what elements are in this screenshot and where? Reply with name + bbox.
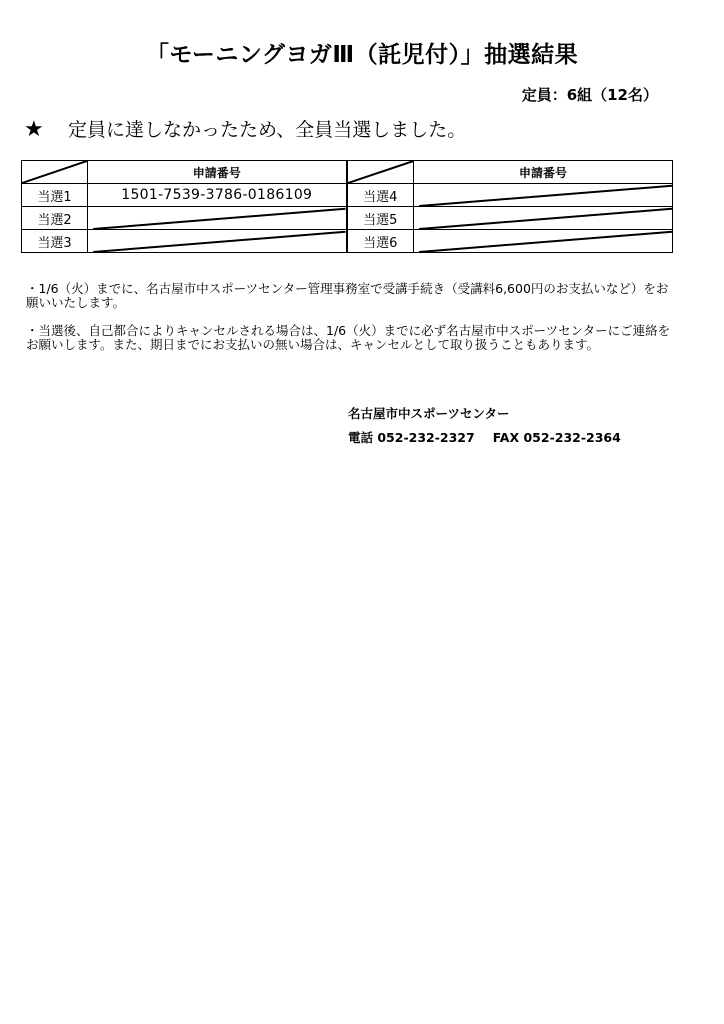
note-cancellation: ・当選後、自己都合によりキャンセルされる場合は、1/6（火）までに必ず名古屋市中スポーツセンターにご連絡をお願いします。また、期日までにお支払いの無い場合は、キャンセルとして取り扱うこともあります。 bbox=[26, 323, 671, 352]
application-number-empty bbox=[414, 207, 673, 230]
contact-name: 名古屋市中スポーツセンター bbox=[348, 406, 510, 421]
star-icon: ★ bbox=[24, 117, 44, 142]
fax-number: FAX 052-232-2364 bbox=[492, 430, 621, 445]
table-row bbox=[22, 207, 673, 230]
row-label: 当選1 bbox=[22, 184, 88, 207]
corner-cell bbox=[347, 161, 414, 184]
notice-text: 定員に達しなかったため、全員当選しました。 bbox=[68, 119, 467, 141]
row-label: 当選4 bbox=[347, 184, 414, 207]
header-application-number: 申請番号 bbox=[88, 161, 347, 184]
row-label: 当選5 bbox=[347, 207, 414, 230]
table-row bbox=[22, 184, 673, 207]
header-application-number: 申請番号 bbox=[414, 161, 673, 184]
note-procedure: ・1/6（火）までに、名古屋市中スポーツセンター管理事務室で受講手続き（受講料6,600円のお支払いなど）をお願いいたします。 bbox=[26, 281, 669, 310]
row-label: 当選2 bbox=[22, 207, 88, 230]
phone-number: 電話 052-232-2327 bbox=[348, 430, 475, 445]
application-number-empty bbox=[88, 207, 347, 230]
row-label: 当選6 bbox=[347, 230, 414, 253]
row-label: 当選3 bbox=[22, 230, 88, 253]
results-table bbox=[21, 160, 673, 253]
table-row bbox=[22, 230, 673, 253]
table-header-row bbox=[22, 161, 673, 184]
page-title: 「モーニングヨガⅢ（託児付）」抽選結果 bbox=[145, 42, 579, 68]
application-number-empty bbox=[88, 230, 347, 253]
application-number-empty bbox=[414, 184, 673, 207]
application-number-empty bbox=[414, 230, 673, 253]
contact-numbers bbox=[348, 428, 621, 446]
corner-cell bbox=[22, 161, 88, 184]
capacity-label: 定員：6組（12名） bbox=[521, 86, 658, 104]
application-number: 1501-7539-3786-0186109 bbox=[88, 184, 347, 207]
notice bbox=[24, 115, 466, 142]
